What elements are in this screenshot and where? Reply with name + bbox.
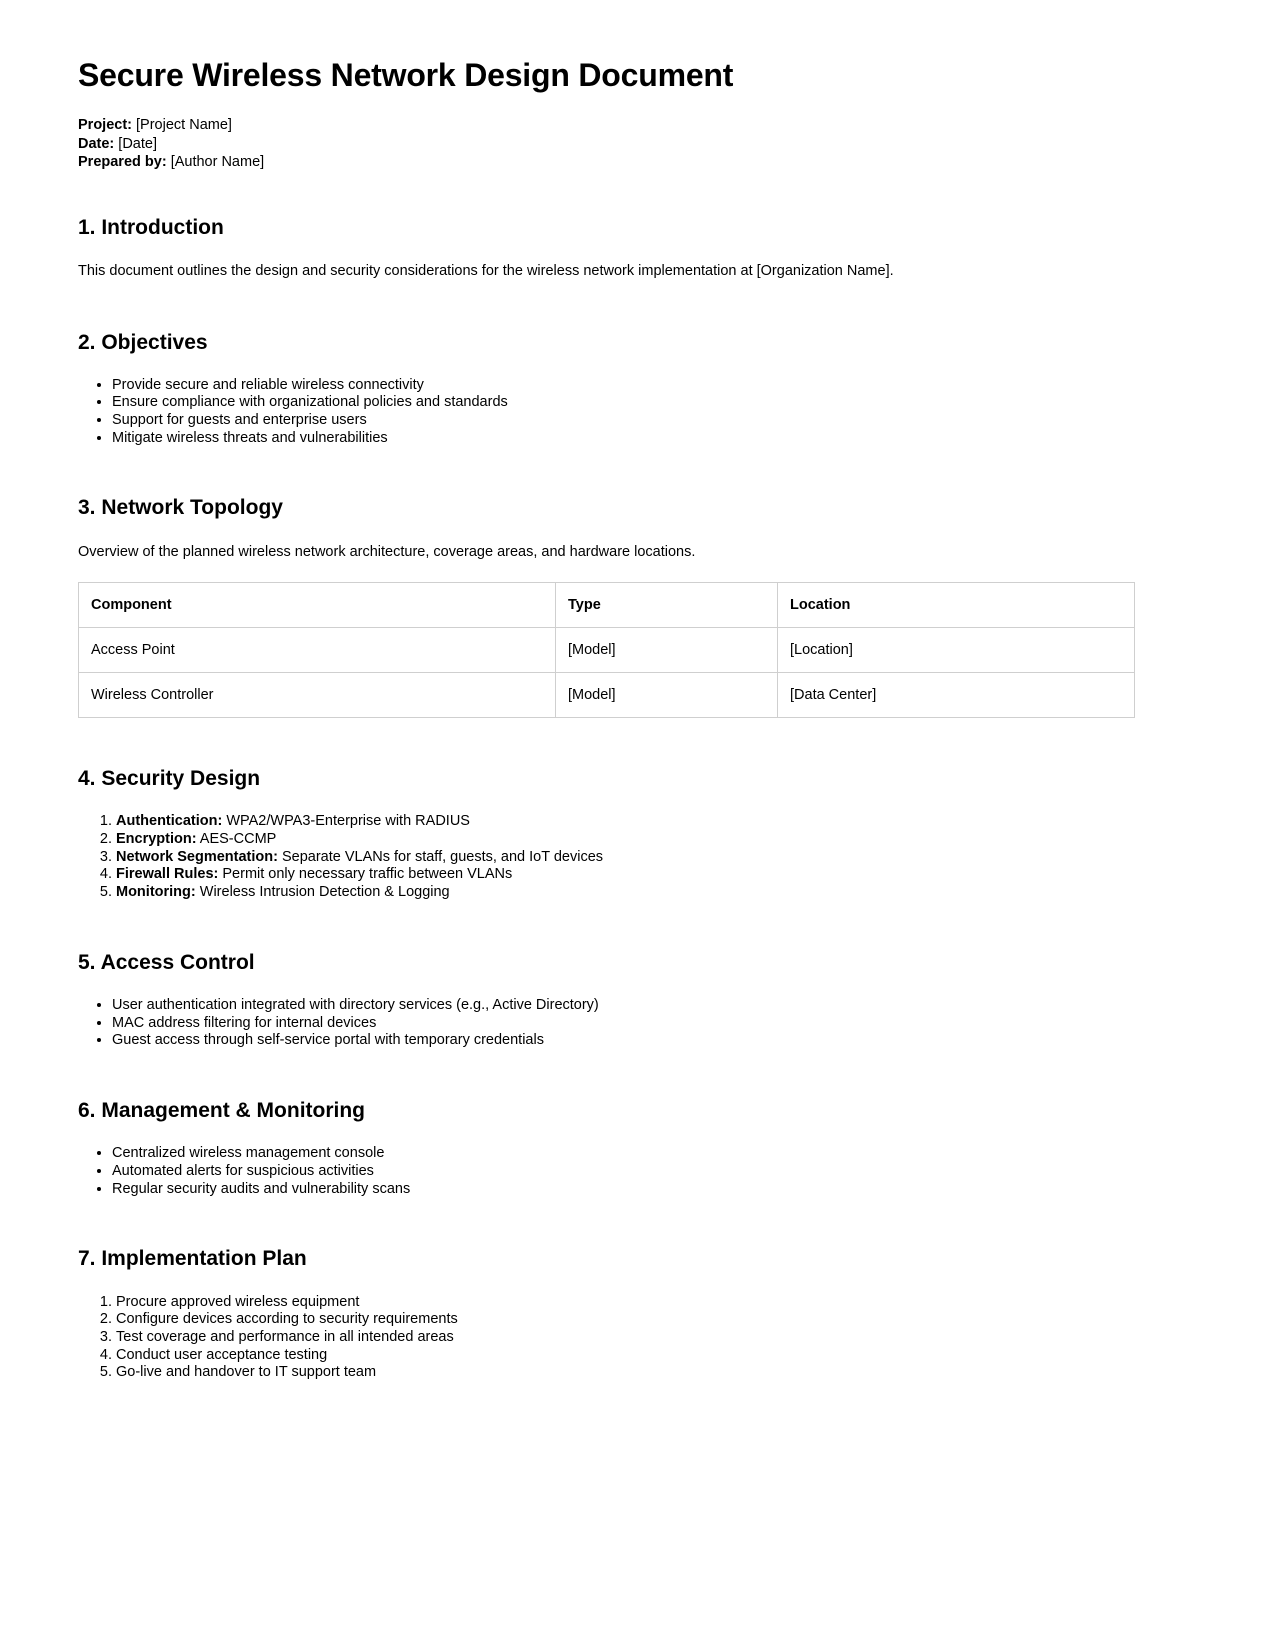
list-item-label: Encryption: <box>116 831 197 848</box>
management-monitoring-list <box>78 1145 1185 1198</box>
section-implementation-plan <box>78 1246 1185 1382</box>
objectives-list <box>78 377 1185 448</box>
list-item: 4. Conduct user acceptance testing <box>116 1347 1185 1365</box>
list-item: 3. Test coverage and performance in all intended areas <box>116 1329 1185 1347</box>
column-header-type: Type <box>556 583 778 628</box>
list-item: • Provide secure and reliable wireless connectivity <box>112 377 1185 395</box>
list-item <box>116 813 1185 831</box>
section-heading-objectives: 2. Objectives <box>78 330 208 354</box>
list-item: • Support for guests and enterprise users <box>112 412 1185 430</box>
list-item <box>116 849 1185 867</box>
list-item <box>116 866 1185 884</box>
metadata-project <box>78 116 1185 134</box>
metadata-prepared-by <box>78 153 1185 171</box>
list-item: • Guest access through self-service portal with temporary credentials <box>112 1032 1185 1050</box>
introduction-paragraph: This document outlines the design and security considerations for the wireless network implementation at [Organization Name]. <box>78 262 894 279</box>
section-management-monitoring <box>78 1098 1185 1198</box>
section-heading-access-control: 5. Access Control <box>78 950 255 974</box>
metadata-date-label: Date: <box>78 135 115 152</box>
list-item-value: Wireless Intrusion Detection & Logging <box>199 884 450 901</box>
list-item: • MAC address filtering for internal devices <box>112 1015 1185 1033</box>
section-objectives <box>78 330 1185 448</box>
document-metadata <box>78 116 1185 170</box>
section-heading-implementation-plan: 7. Implementation Plan <box>78 1247 307 1271</box>
cell-location: [Data Center] <box>778 673 1135 718</box>
section-network-topology <box>78 495 1185 718</box>
list-item: • Centralized wireless management console <box>112 1145 1185 1163</box>
list-item-label: Network Segmentation: <box>116 848 278 865</box>
cell-type: [Model] <box>556 673 778 718</box>
topology-paragraph: Overview of the planned wireless network architecture, coverage areas, and hardware locations. <box>78 543 696 560</box>
metadata-project-value: [Project Name] <box>136 117 232 134</box>
list-item: • Ensure compliance with organizational policies and standards <box>112 394 1185 412</box>
section-heading-introduction: 1. Introduction <box>78 215 224 239</box>
table-row <box>79 628 1135 673</box>
section-introduction <box>78 215 1185 282</box>
cell-component: Access Point <box>79 628 556 673</box>
list-item: • Automated alerts for suspicious activities <box>112 1163 1185 1181</box>
table-body <box>79 628 1135 718</box>
list-item: • Regular security audits and vulnerability scans <box>112 1181 1185 1199</box>
list-item-value: WPA2/WPA3-Enterprise with RADIUS <box>226 813 470 830</box>
column-header-component: Component <box>79 583 556 628</box>
metadata-date <box>78 135 1185 153</box>
implementation-plan-list <box>78 1294 1185 1382</box>
list-item-value: AES-CCMP <box>199 831 277 848</box>
section-heading-security-design: 4. Security Design <box>78 767 261 791</box>
list-item: • User authentication integrated with directory services (e.g., Active Directory) <box>112 997 1185 1015</box>
list-item: 1. Procure approved wireless equipment <box>116 1294 1185 1312</box>
table-header-row <box>79 583 1135 628</box>
list-item-value: Permit only necessary traffic between VLANs <box>222 866 513 883</box>
security-design-list <box>78 813 1185 901</box>
cell-type: [Model] <box>556 628 778 673</box>
column-header-location: Location <box>778 583 1135 628</box>
section-heading-management-monitoring: 6. Management & Monitoring <box>78 1099 366 1123</box>
list-item-label: Firewall Rules: <box>116 866 219 883</box>
table-row <box>79 673 1135 718</box>
section-access-control <box>78 950 1185 1050</box>
list-item: 5. Go-live and handover to IT support team <box>116 1364 1185 1382</box>
list-item: • Mitigate wireless threats and vulnerabilities <box>112 430 1185 448</box>
list-item-value: Separate VLANs for staff, guests, and IoT devices <box>281 848 604 865</box>
table-header <box>79 583 1135 628</box>
list-item-label: Authentication: <box>116 813 223 830</box>
metadata-project-label: Project: <box>78 117 132 134</box>
metadata-prepared-by-label: Prepared by: <box>78 153 167 170</box>
cell-component: Wireless Controller <box>79 673 556 718</box>
list-item <box>116 884 1185 902</box>
section-heading-network-topology: 3. Network Topology <box>78 496 283 520</box>
metadata-date-value: [Date] <box>118 135 157 152</box>
list-item <box>116 831 1185 849</box>
list-item-label: Monitoring: <box>116 884 196 901</box>
topology-table <box>78 582 1135 718</box>
list-item: 2. Configure devices according to security requirements <box>116 1311 1185 1329</box>
access-control-list <box>78 997 1185 1050</box>
page-title: Secure Wireless Network Design Document <box>78 57 734 93</box>
metadata-prepared-by-value: [Author Name] <box>170 153 265 170</box>
section-security-design <box>78 766 1185 902</box>
cell-location: [Location] <box>778 628 1135 673</box>
